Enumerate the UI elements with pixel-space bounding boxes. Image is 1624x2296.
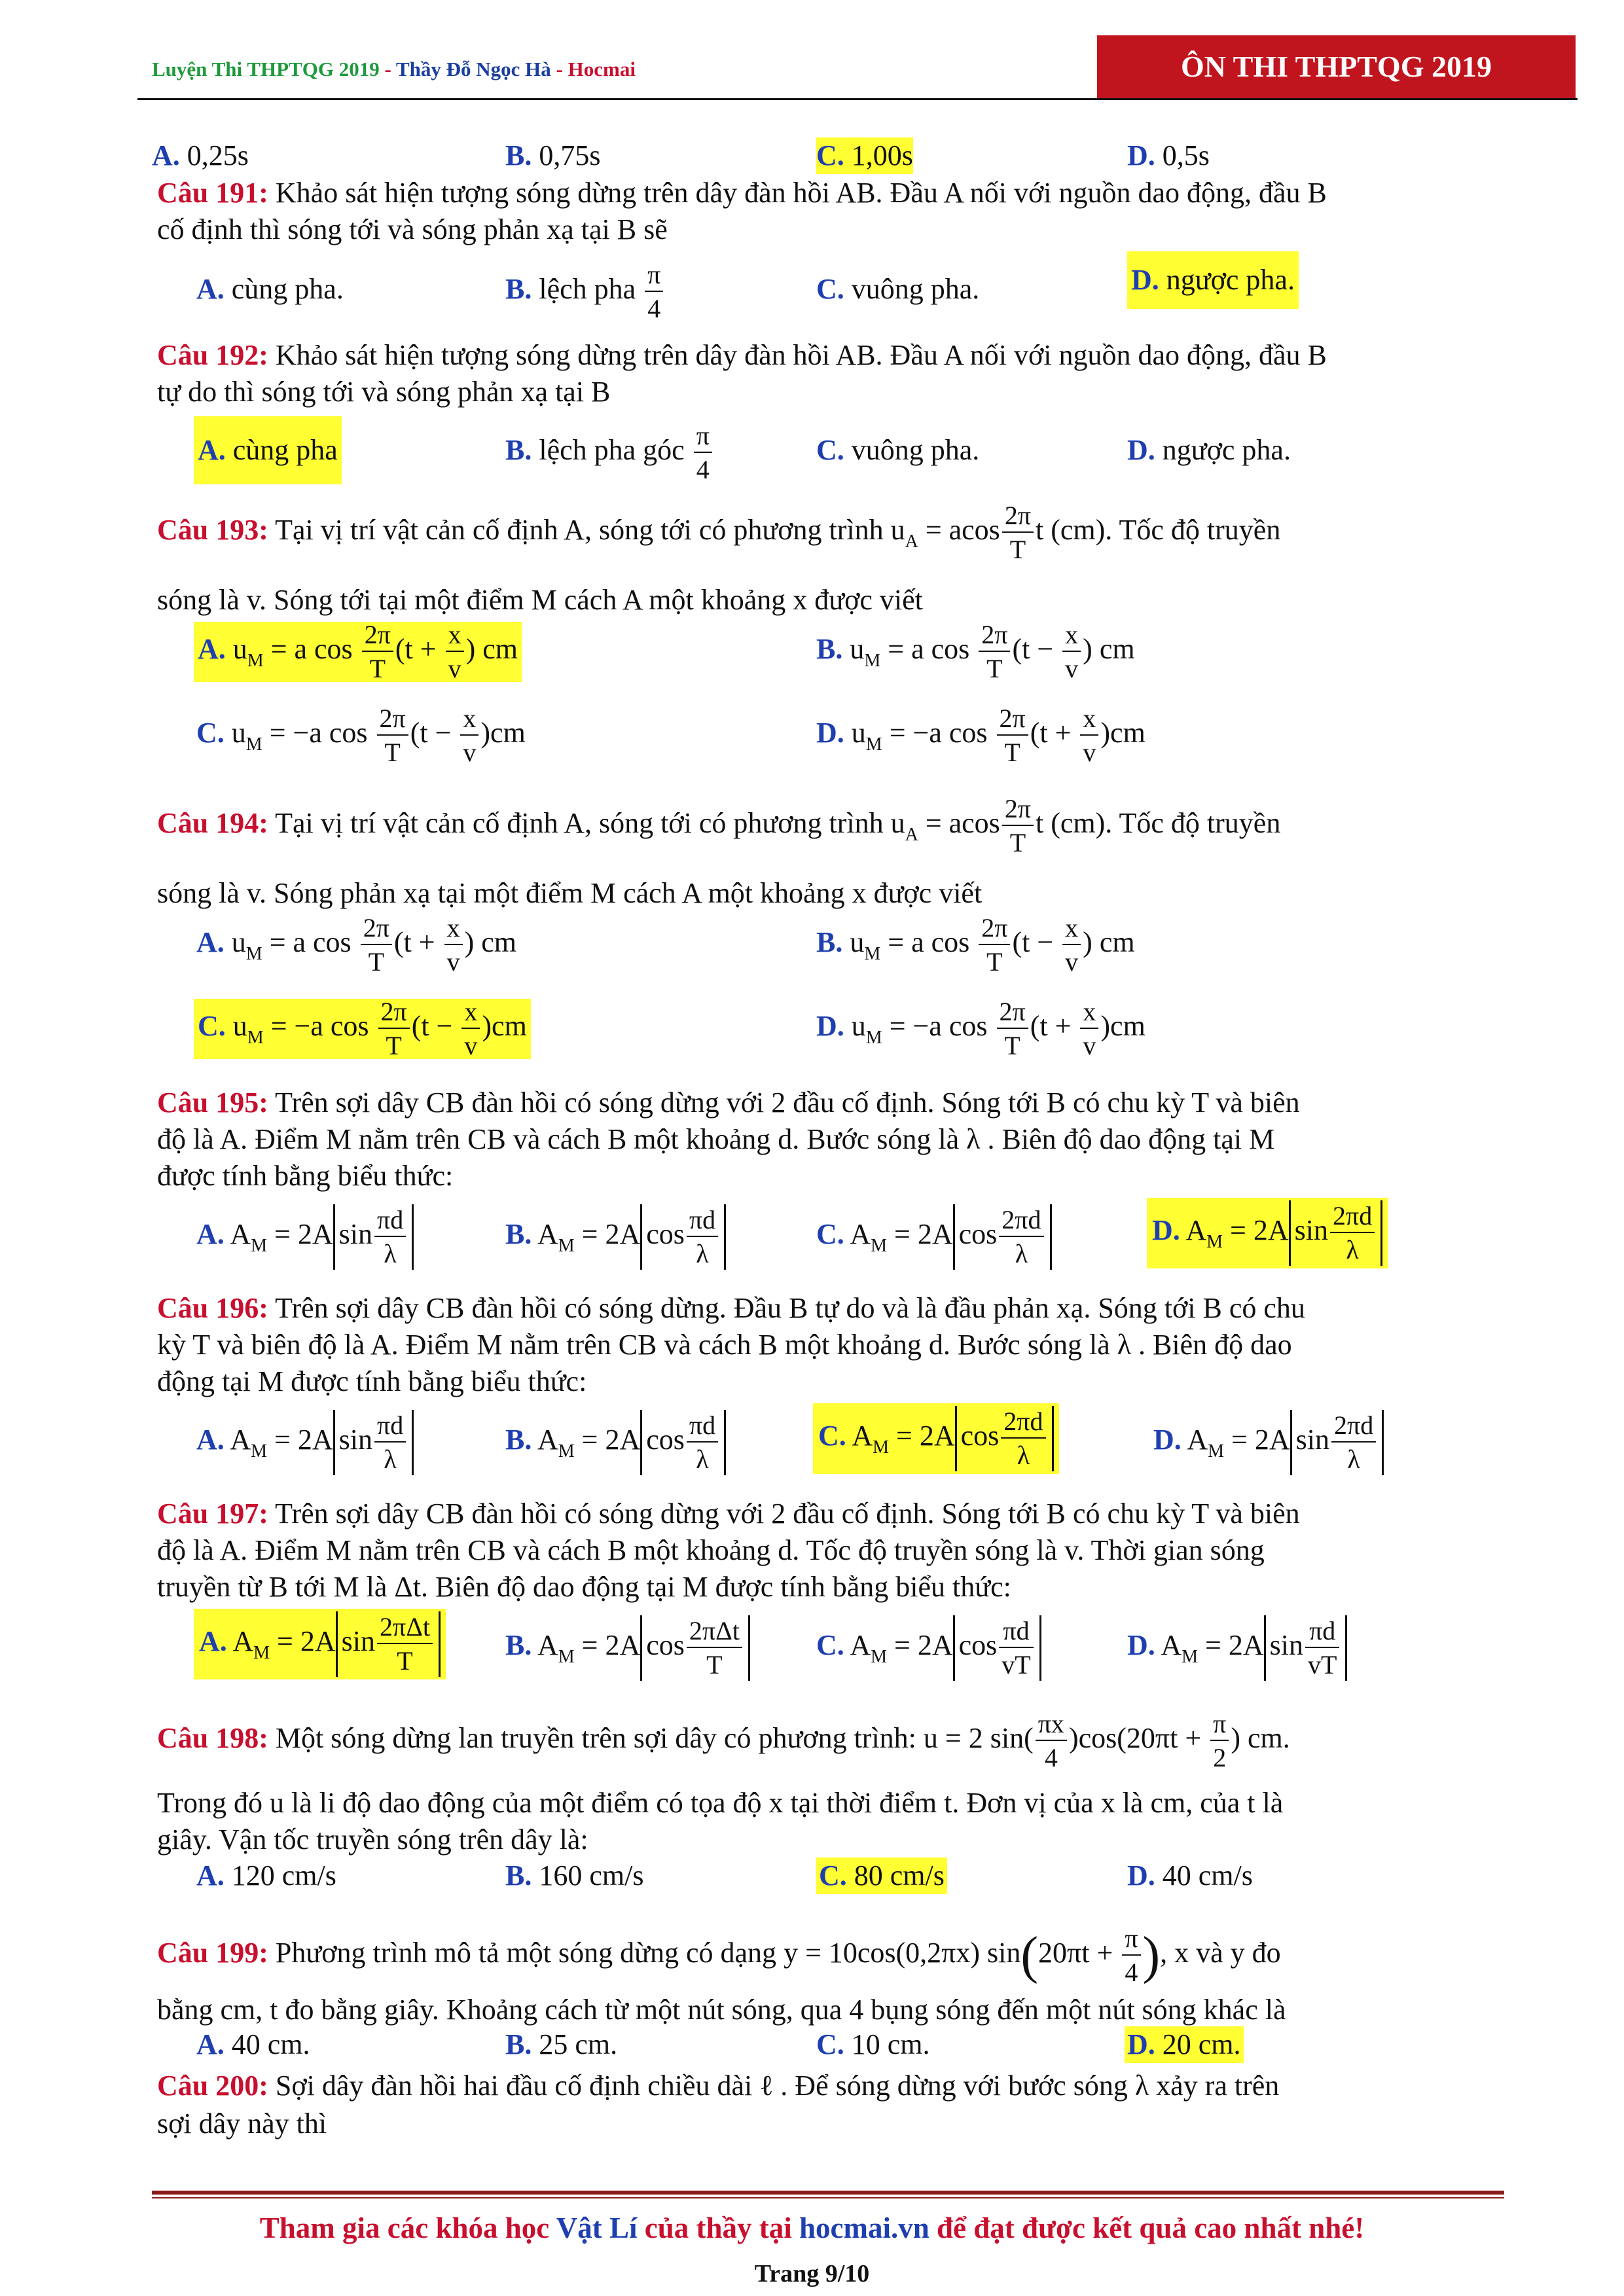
q196-option-d: D. $A_M = 2A$ sin $\frac{2\pi d}{\lambda}$ <box>1153 1410 1384 1475</box>
q194-stem-line1: Câu 194: Tại vị trí vật cản cố định A, sóng tới có phương trình $u_A = acos$ $\frac{2\pi}{T}$ t (cm). Tốc độ truyền <box>157 794 1281 857</box>
q200-stem-line2: sợi dây này thì <box>157 2108 327 2140</box>
header-exam-badge: ÔN THI THPTQG 2019 <box>1097 35 1576 98</box>
q197-option-b: B. $A_M = 2A$ cos $\frac{\text{2πΔt}}{T}$ <box>505 1615 750 1681</box>
q200-stem-line1: Câu 200: Sợi dây đàn hồi hai đầu cố định chiều dài ℓ . Để sóng dừng với bước sóng λ xảy ra trên <box>157 2070 1280 2102</box>
q197-option-c: C. $A_M = 2A$ cos $\frac{\pi d}{vT}$ <box>816 1615 1041 1681</box>
q197-stem-line2: độ là A. Điểm M nằm trên CB và cách B một khoảng d. Tốc độ truyền sóng là v. Thời gian sóng <box>157 1534 1265 1566</box>
q195-stem-line3: được tính bằng biểu thức: <box>157 1160 454 1192</box>
q190-option-c: C. 1,00s <box>816 137 913 174</box>
q198-stem-line1: Câu 198: Một sóng dừng lan truyền trên sợi dây có phương trình: u = 2 sin( $\frac{\pi x}{4}$ )cos(20πt + $\frac{\pi}{2}$ ) cm. <box>157 1709 1290 1772</box>
q195-option-d: D. $A_M = 2A$ sin $\frac{2\pi d}{\lambda}$ <box>1147 1198 1388 1268</box>
q198-option-c: C. 80 cm/s <box>816 1857 947 1894</box>
footer-site-link[interactable]: hocmai.vn <box>799 2212 929 2244</box>
q191-stem-line2: cố định thì sóng tới và sóng phản xạ tại B sẽ <box>157 213 668 245</box>
q194-option-d: D. $u_M = -a$ cos $\frac{2\pi}{T}$ (t + $\frac{x}{v}$ )cm <box>816 997 1146 1060</box>
q197-stem-line3: truyền từ B tới M là Δt. Biên độ dao động tại M được tính bằng biểu thức: <box>157 1571 1011 1603</box>
q197-option-a: A. $A_M = 2A$ sin $\frac{\text{2πΔt}}{T}$ <box>194 1609 446 1679</box>
q197-option-d: D. $A_M = 2A$ sin $\frac{\pi d}{vT}$ <box>1127 1615 1347 1681</box>
q195-option-b: B. $A_M = 2A$ cos $\frac{\pi d}{\lambda}$ <box>505 1204 726 1270</box>
q193-stem-line2: sóng là v. Sóng tới tại một điểm M cách A một khoảng x được viết <box>157 584 923 616</box>
q190-option-a: A. 0,25s <box>152 139 249 171</box>
q196-stem-line2: kỳ T và biên độ là A. Điểm M nằm trên CB và cách B một khoảng d. Bước sóng là λ . Biên độ dao <box>157 1329 1292 1361</box>
q192-option-b: B. lệch pha góc $\frac{\pi}{4}$ <box>505 423 714 483</box>
q193-wave-equation: $u_A = acos$ $\frac{2\pi}{T}$ t <box>890 501 1044 564</box>
q190-option-d: D. 0,5s <box>1127 139 1210 171</box>
header-divider <box>137 98 1578 100</box>
q195-option-c: C. $A_M = 2A$ cos $\frac{2\pi d}{\lambda}$ <box>816 1204 1052 1270</box>
q190-option-b: B. 0,75s <box>505 139 601 171</box>
q193-option-d: D. $u_M = -a$ cos $\frac{2\pi}{T}$ (t + $\frac{x}{v}$ )cm <box>816 704 1146 767</box>
q196-stem-line1: Câu 196: Trên sợi dây CB đàn hồi có sóng dừng. Đầu B tự do và là đầu phản xạ. Sóng tới B có chu <box>157 1292 1305 1324</box>
q198-stem-line2: Trong đó u là li độ dao động của một điểm có tọa độ x tại thời điểm t. Đơn vị của x là cm, của t là <box>157 1787 1284 1819</box>
q199-option-b: B. 25 cm. <box>505 2028 618 2060</box>
q191-option-b: B. lệch pha $\frac{\pi}{4}$ <box>505 262 665 322</box>
q196-option-a: A. $A_M = 2A$ sin $\frac{\pi d}{\lambda}$ <box>196 1410 414 1475</box>
q199-stem-line2: bằng cm, t đo bằng giây. Khoảng cách từ một nút sóng, qua 4 bụng sóng đến một nút sóng khác là <box>157 1994 1286 2026</box>
q199-stem-line1: Câu 199: Phương trình mô tả một sóng dừng có dạng y = 10cos(0,2πx) sin(20πt + $\frac{\pi}{4}$ ), x và y đo <box>157 1924 1281 1987</box>
q199-option-a: A. 40 cm. <box>196 2028 310 2060</box>
q192-stem-line2: tự do thì sóng tới và sóng phản xạ tại B <box>157 376 611 408</box>
q194-option-a: A. $u_M = a$ cos $\frac{2\pi}{T}$ (t + $\frac{x}{v}$ ) cm <box>196 913 516 977</box>
q198-equation: u = 2 sin( $\frac{\pi x}{4}$ )cos(20πt + $\frac{\pi}{2}$ ) cm. <box>923 1709 1290 1772</box>
q199-option-c: C. 10 cm. <box>816 2028 930 2060</box>
q198-option-a: A. 120 cm/s <box>196 1859 336 1892</box>
q194-option-b: B. $u_M = a$ cos $\frac{2\pi}{T}$ (t − $\frac{x}{v}$ ) cm <box>816 913 1135 977</box>
footer-divider-thin <box>152 2197 1504 2198</box>
q198-option-b: B. 160 cm/s <box>505 1859 644 1892</box>
q196-stem-line3: động tại M được tính bằng biểu thức: <box>157 1365 587 1397</box>
q196-option-b: B. $A_M = 2A$ cos $\frac{\pi d}{\lambda}$ <box>505 1410 726 1475</box>
footer-divider-thick <box>152 2191 1504 2195</box>
q191-stem-line1: Câu 191: Khảo sát hiện tượng sóng dừng trên dây đàn hồi AB. Đầu A nối với nguồn dao động, đầu B <box>157 177 1327 209</box>
q195-option-a: A. $A_M = 2A$ sin $\frac{\pi d}{\lambda}$ <box>196 1204 414 1270</box>
q194-wave-equation: $u_A = acos$ $\frac{2\pi}{T}$ t <box>890 794 1044 857</box>
q194-option-c: C. $u_M = -a$ cos $\frac{2\pi}{T}$ (t − $\frac{x}{v}$ )cm <box>194 999 531 1059</box>
q192-option-a: A. cùng pha <box>194 416 342 484</box>
q193-option-b: B. $u_M = a$ cos $\frac{2\pi}{T}$ (t − $\frac{x}{v}$ ) cm <box>816 620 1135 683</box>
q198-stem-line3: giây. Vận tốc truyền sóng trên dây là: <box>157 1823 588 1856</box>
q191-option-c: C. vuông pha. <box>816 273 980 305</box>
q197-stem-line1: Câu 197: Trên sợi dây CB đàn hồi có sóng dừng với 2 đầu cố định. Sóng tới B có chu kỳ T và biên <box>157 1498 1300 1530</box>
q198-option-d: D. 40 cm/s <box>1127 1859 1253 1892</box>
q193-stem-line1: Câu 193: Tại vị trí vật cản cố định A, sóng tới có phương trình $u_A = acos$ $\frac{2\pi}{T}$ t (cm). Tốc độ truyền <box>157 501 1281 564</box>
q191-option-a: A. cùng pha. <box>196 273 344 305</box>
q196-option-c: C. $A_M = 2A$ cos $\frac{2\pi d}{\lambda}$ <box>813 1403 1059 1474</box>
q194-stem-line2: sóng là v. Sóng phản xạ tại một điểm M cách A một khoảng x được viết <box>157 877 983 909</box>
q192-option-d: D. ngược pha. <box>1127 434 1291 466</box>
q191-option-d: D. ngược pha. <box>1127 251 1299 309</box>
q192-stem-line1: Câu 192: Khảo sát hiện tượng sóng dừng trên dây đàn hồi AB. Đầu A nối với nguồn dao động, đầu B <box>157 339 1327 371</box>
q192-option-c: C. vuông pha. <box>816 434 980 466</box>
header-course-title: Luyện Thi THPTQG 2019 - Thầy Đỗ Ngọc Hà - Hocmai <box>152 58 636 81</box>
q199-option-d: D. 20 cm. <box>1125 2026 1244 2063</box>
footer-promo: Tham gia các khóa học Vật Lí của thầy tại hocmai.vn để đạt được kết quả cao nhất nhé! <box>259 2212 1365 2244</box>
q193-option-a: A. $u_M = a$ cos $\frac{2\pi}{T}$ (t + $\frac{x}{v}$ ) cm <box>194 622 522 682</box>
q195-stem-line1: Câu 195: Trên sợi dây CB đàn hồi có sóng dừng với 2 đầu cố định. Sóng tới B có chu kỳ T và biên <box>157 1086 1300 1119</box>
q193-option-c: C. $u_M = -a$ cos $\frac{2\pi}{T}$ (t − $\frac{x}{v}$ )cm <box>196 704 526 767</box>
page-number: Trang 9/10 <box>754 2260 870 2287</box>
q195-stem-line2: độ là A. Điểm M nằm trên CB và cách B một khoảng d. Bước sóng là λ . Biên độ dao động tại M <box>157 1123 1275 1155</box>
q199-equation: y = 10cos(0,2πx) sin(20πt + $\frac{\pi}{4}$ ) <box>784 1924 1161 1987</box>
